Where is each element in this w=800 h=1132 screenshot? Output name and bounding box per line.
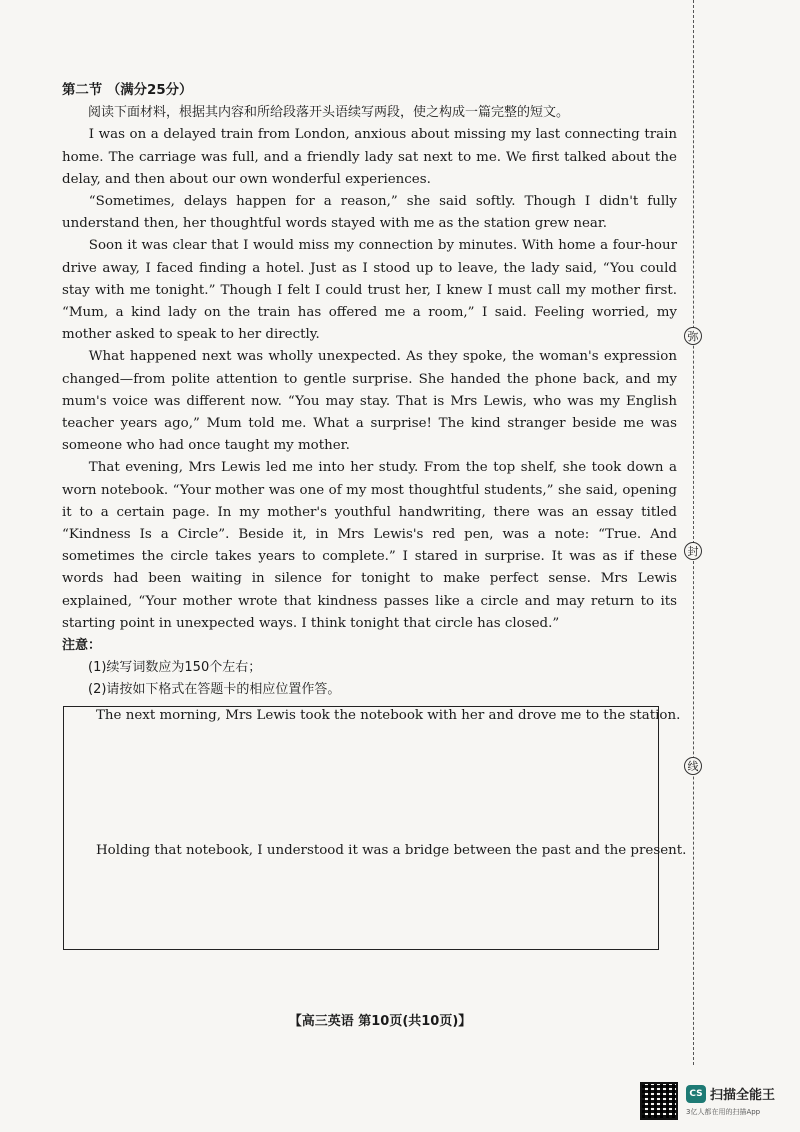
scanner-app-name: 扫描全能王 [710, 1088, 776, 1103]
camscanner-logo-icon: CS [686, 1085, 706, 1103]
question-content [62, 80, 677, 702]
answer-paragraph-opener-2: Holding that notebook, I understood it was a bridge between the past and the present. [96, 843, 687, 858]
notes-title: 注意： [62, 638, 102, 654]
binding-mark-1: 弥 [684, 327, 702, 345]
passage-paragraph-3: Soon it was clear that I would miss my connection by minutes. With home a four-hour drive away, I faced finding a hotel. Just as I stood up to leave, the lady said, “You could stay with me tonight.” Though I felt I could trust her, I knew I must call my mother first. “Mum, a kind lady on the train has offered me a room,” I said. Feeling worried, my mother asked to speak to her directly. [62, 238, 677, 343]
passage-paragraph-2: “Sometimes, delays happen for a reason,” she said softly. Though I didn't fully understand then, her thoughtful words stayed with me as the station grew near. [62, 194, 677, 232]
answer-paragraph-opener-1: The next morning, Mrs Lewis took the notebook with her and drove me to the station. [96, 708, 681, 723]
note-item-2: (2)请按如下格式在答题卡的相应位置作答。 [88, 682, 341, 698]
section-title: 第二节 （满分25分） [62, 83, 193, 98]
answer-box[interactable] [63, 706, 687, 950]
scanner-watermark [640, 1082, 790, 1122]
binding-mark-3: 线 [684, 757, 702, 775]
qr-code-icon [640, 1082, 678, 1120]
section-instruction: 阅读下面材料，根据其内容和所给段落开头语续写两段，使之构成一篇完整的短文。 [88, 105, 570, 121]
page-footer: 【高三英语 第10页(共10页)】 [288, 1014, 472, 1029]
note-item-1: (1)续写词数应为150个左右； [88, 660, 262, 676]
binding-mark-2: 封 [684, 542, 702, 560]
passage-paragraph-5: That evening, Mrs Lewis led me into her study. From the top shelf, she took down a worn notebook. “Your mother was one of my most thoughtful students,” she said, opening it to a certain page. In my mother's youthful handwriting, there was an essay titled “Kindness Is a Circle”. Beside it, in Mrs Lewis's red pen, was a note: “True. And sometimes the circle takes years to complete.” I stared in surprise. It was as if these words had been waiting in silence for tonight to make perfect sense. Mrs Lewis explained, “Your mother wrote that kindness passes like a circle and may return to its starting point in unexpected ways. I think tonight that circle has closed.” [62, 460, 677, 631]
binding-dashed-line [693, 0, 694, 1065]
passage-paragraph-1: I was on a delayed train from London, anxious about missing my last connecting train home. The carriage was full, and a friendly lady sat next to me. We first talked about the delay, and then about our own wonderful experiences. [62, 127, 677, 187]
scanner-tagline: 3亿人都在用的扫描App [686, 1108, 761, 1116]
passage-paragraph-4: What happened next was wholly unexpected. As they spoke, the woman's expression changed—from polite attention to gentle surprise. She handed the phone back, and my mum's voice was different now. “You may stay. That is Mrs Lewis, who was my English teacher years ago,” Mum told me. What a surprise! The kind stranger beside me was someone who had once taught my mother. [62, 349, 677, 454]
